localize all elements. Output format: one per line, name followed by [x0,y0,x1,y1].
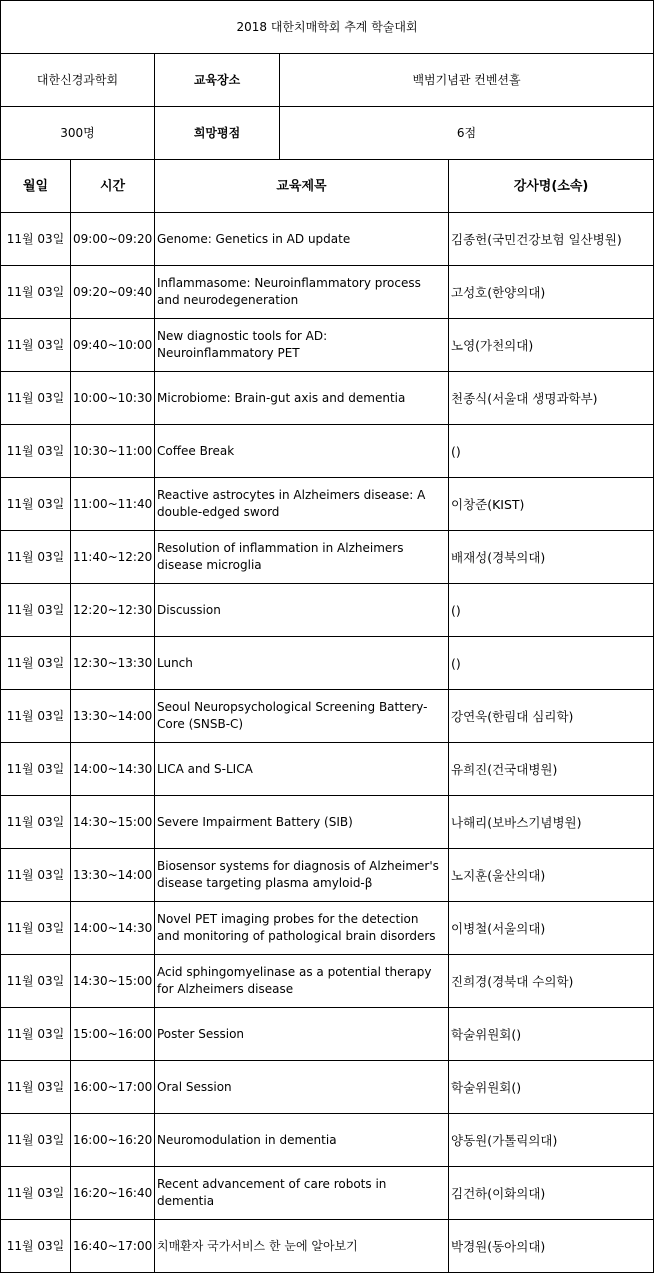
organizer: 대한신경과학회 [1,54,155,107]
session-date: 11월 03일 [1,478,71,531]
table-row [1,1008,654,1061]
session-date: 11월 03일 [1,1167,71,1220]
session-lecturer: 양동원(가톨릭의대) [449,1114,654,1167]
session-time: 09:20~09:40 [71,266,155,319]
table-row [1,902,654,955]
session-lecturer: () [449,425,654,478]
header-lecturer: 강사명(소속) [449,160,654,213]
session-title: Novel PET imaging probes for the detection and monitoring of pathological brain disorders [155,902,449,955]
title-row [1,1,654,54]
session-time: 11:00~11:40 [71,478,155,531]
session-lecturer: 김건하(이화의대) [449,1167,654,1220]
session-lecturer: 학술위원회() [449,1061,654,1114]
session-date: 11월 03일 [1,1220,71,1273]
session-lecturer: 배재성(경북의대) [449,531,654,584]
session-date: 11월 03일 [1,743,71,796]
session-title: Inflammasome: Neuroinflammatory process and neurodegeneration [155,266,449,319]
header-time: 시간 [71,160,155,213]
session-time: 16:00~16:20 [71,1114,155,1167]
session-date: 11월 03일 [1,372,71,425]
session-title: Seoul Neuropsychological Screening Battery-Core (SNSB-C) [155,690,449,743]
table-row [1,955,654,1008]
session-time: 16:00~17:00 [71,1061,155,1114]
session-title: New diagnostic tools for AD: Neuroinflammatory PET [155,319,449,372]
session-time: 13:30~14:00 [71,849,155,902]
table-row [1,425,654,478]
table-row [1,1167,654,1220]
session-lecturer: 이창준(KIST) [449,478,654,531]
session-date: 11월 03일 [1,690,71,743]
session-title: 치매환자 국가서비스 한 눈에 알아보기 [155,1220,449,1273]
session-date: 11월 03일 [1,425,71,478]
table-row [1,372,654,425]
session-title: Acid sphingomyelinase as a potential therapy for Alzheimers disease [155,955,449,1008]
table-row [1,478,654,531]
session-lecturer: 이병철(서울의대) [449,902,654,955]
session-time: 14:00~14:30 [71,902,155,955]
session-lecturer: 진희경(경북대 수의학) [449,955,654,1008]
header-row [1,160,654,213]
table-row [1,637,654,690]
session-title: Discussion [155,584,449,637]
session-date: 11월 03일 [1,1114,71,1167]
session-title: Recent advancement of care robots in dementia [155,1167,449,1220]
session-time: 10:00~10:30 [71,372,155,425]
session-date: 11월 03일 [1,319,71,372]
session-date: 11월 03일 [1,637,71,690]
session-date: 11월 03일 [1,955,71,1008]
table-row [1,531,654,584]
session-title: Neuromodulation in dementia [155,1114,449,1167]
table-row [1,743,654,796]
venue-value: 백범기념관 컨벤션홀 [280,54,654,107]
session-lecturer: 학술위원회() [449,1008,654,1061]
session-title: Oral Session [155,1061,449,1114]
session-date: 11월 03일 [1,796,71,849]
session-date: 11월 03일 [1,531,71,584]
session-title: Severe Impairment Battery (SIB) [155,796,449,849]
session-title: Biosensor systems for diagnosis of Alzheimer's disease targeting plasma amyloid-β [155,849,449,902]
session-time: 09:40~10:00 [71,319,155,372]
session-title: Poster Session [155,1008,449,1061]
session-time: 14:00~14:30 [71,743,155,796]
session-time: 12:20~12:30 [71,584,155,637]
session-date: 11월 03일 [1,584,71,637]
session-time: 13:30~14:00 [71,690,155,743]
table-row [1,584,654,637]
session-time: 14:30~15:00 [71,796,155,849]
session-time: 16:20~16:40 [71,1167,155,1220]
session-lecturer: 고성호(한양의대) [449,266,654,319]
session-title: Reactive astrocytes in Alzheimers disease: A double-edged sword [155,478,449,531]
session-time: 15:00~16:00 [71,1008,155,1061]
session-title: LICA and S-LICA [155,743,449,796]
table-row [1,1061,654,1114]
session-date: 11월 03일 [1,266,71,319]
session-lecturer: 김종헌(국민건강보험 일산병원) [449,213,654,266]
table-row [1,213,654,266]
session-time: 11:40~12:20 [71,531,155,584]
event-title: 2018 대한치매학회 추계 학술대회 [1,1,654,54]
header-date: 월일 [1,160,71,213]
venue-label: 교육장소 [155,54,280,107]
session-lecturer: 노지훈(울산의대) [449,849,654,902]
info-row-points [1,107,654,160]
table-row [1,1220,654,1273]
session-lecturer: 강연욱(한림대 심리학) [449,690,654,743]
capacity: 300명 [1,107,155,160]
session-date: 11월 03일 [1,1008,71,1061]
session-title: Microbiome: Brain-gut axis and dementia [155,372,449,425]
session-time: 12:30~13:30 [71,637,155,690]
table-row [1,796,654,849]
session-lecturer: 나해리(보바스기념병원) [449,796,654,849]
points-value: 6점 [280,107,654,160]
session-date: 11월 03일 [1,849,71,902]
session-time: 14:30~15:00 [71,955,155,1008]
session-lecturer: () [449,584,654,637]
table-row [1,266,654,319]
session-date: 11월 03일 [1,1061,71,1114]
header-title: 교육제목 [155,160,449,213]
session-date: 11월 03일 [1,902,71,955]
session-time: 09:00~09:20 [71,213,155,266]
session-title: Coffee Break [155,425,449,478]
session-time: 10:30~11:00 [71,425,155,478]
session-date: 11월 03일 [1,213,71,266]
session-lecturer: 천종식(서울대 생명과학부) [449,372,654,425]
session-lecturer: 노영(가천의대) [449,319,654,372]
table-row [1,1114,654,1167]
session-lecturer: () [449,637,654,690]
session-title: Genome: Genetics in AD update [155,213,449,266]
table-row [1,319,654,372]
session-title: Resolution of inflammation in Alzheimers disease microglia [155,531,449,584]
points-label: 희망평점 [155,107,280,160]
table-row [1,849,654,902]
table-row [1,690,654,743]
info-row-venue [1,54,654,107]
session-lecturer: 박경원(동아의대) [449,1220,654,1273]
session-lecturer: 유희진(건국대병원) [449,743,654,796]
session-title: Lunch [155,637,449,690]
session-time: 16:40~17:00 [71,1220,155,1273]
